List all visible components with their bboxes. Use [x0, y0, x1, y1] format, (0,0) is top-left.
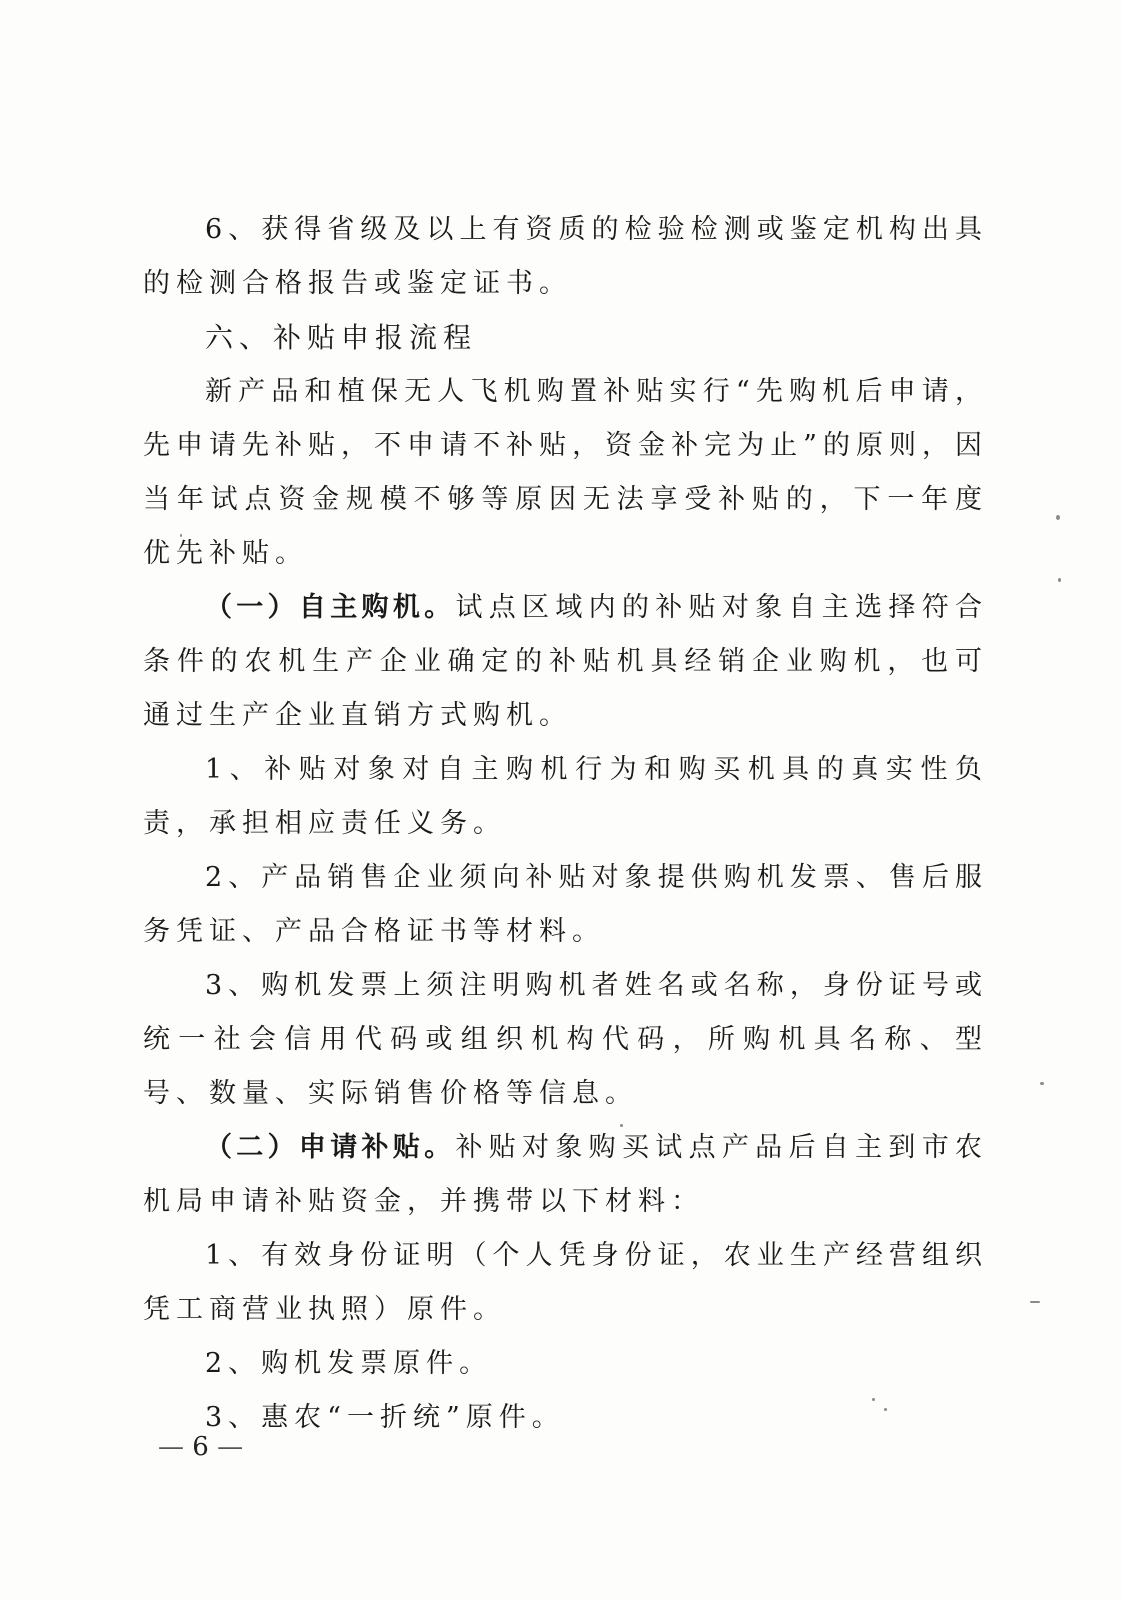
paragraph-apply-subsidy — [143, 1121, 988, 1229]
page-footer — [158, 1432, 243, 1462]
scan-speck — [1058, 578, 1061, 582]
scan-speck — [1030, 1301, 1040, 1303]
section-heading-six: 六、补贴申报流程 — [205, 321, 478, 354]
scan-speck — [1056, 515, 1060, 520]
paragraph-item-1: 1、补贴对象对自主购机行为和购买机具的真实性负责，承担相应责任义务。 — [143, 754, 988, 839]
scan-speck — [884, 1408, 887, 1411]
paragraph-material-1: 1、有效身份证明（个人凭身份证，农业生产经营组织凭工商营业执照）原件。 — [143, 1240, 988, 1325]
paragraph-material-2: 2、购机发票原件。 — [205, 1348, 493, 1379]
paragraph-self-purchase-text: 试点区域内的补贴对象自主选择符合条件的农机生产企业确定的补贴机具经销企业购机，也可通过生产企业直销方式购机。 — [143, 592, 989, 731]
scan-speck — [872, 1398, 875, 1401]
footer-dash-left: — — [158, 1432, 184, 1462]
paragraph-item-6: 6、获得省级及以上有资质的检验检测或鉴定机构出具的检测合格报告或鉴定证书。 — [143, 214, 988, 299]
subheading-apply-subsidy: （二）申请补贴。 — [205, 1132, 456, 1163]
paragraph-material-3: 3、惠农“一折统”原件。 — [205, 1402, 565, 1433]
paragraph-apply-subsidy-text: 补贴对象购买试点产品后自主到市农机局申请补贴资金，并携带以下材料： — [143, 1132, 989, 1217]
scan-speck — [180, 534, 182, 537]
document-body — [143, 203, 988, 1445]
paragraph-self-purchase — [143, 581, 988, 743]
paragraph-item-2: 2、产品销售企业须向补贴对象提供购机发票、售后服务凭证、产品合格证书等材料。 — [143, 862, 988, 947]
page-number: 6 — [192, 1432, 209, 1462]
paragraph-principle: 新产品和植保无人飞机购置补贴实行“先购机后申请，先申请先补贴，不申请不补贴，资金补完为止”的原则，因当年试点资金规模不够等原因无法享受补贴的，下一年度优先补贴。 — [143, 376, 988, 569]
scan-speck — [620, 1124, 623, 1127]
footer-dash-right: — — [217, 1432, 244, 1462]
subheading-self-purchase: （一）自主购机。 — [205, 592, 456, 623]
paragraph-item-3: 3、购机发票上须注明购机者姓名或名称，身份证号或统一社会信用代码或组织机构代码，所购机具名称、型号、数量、实际销售价格等信息。 — [143, 970, 988, 1109]
scan-speck — [1040, 1082, 1044, 1085]
